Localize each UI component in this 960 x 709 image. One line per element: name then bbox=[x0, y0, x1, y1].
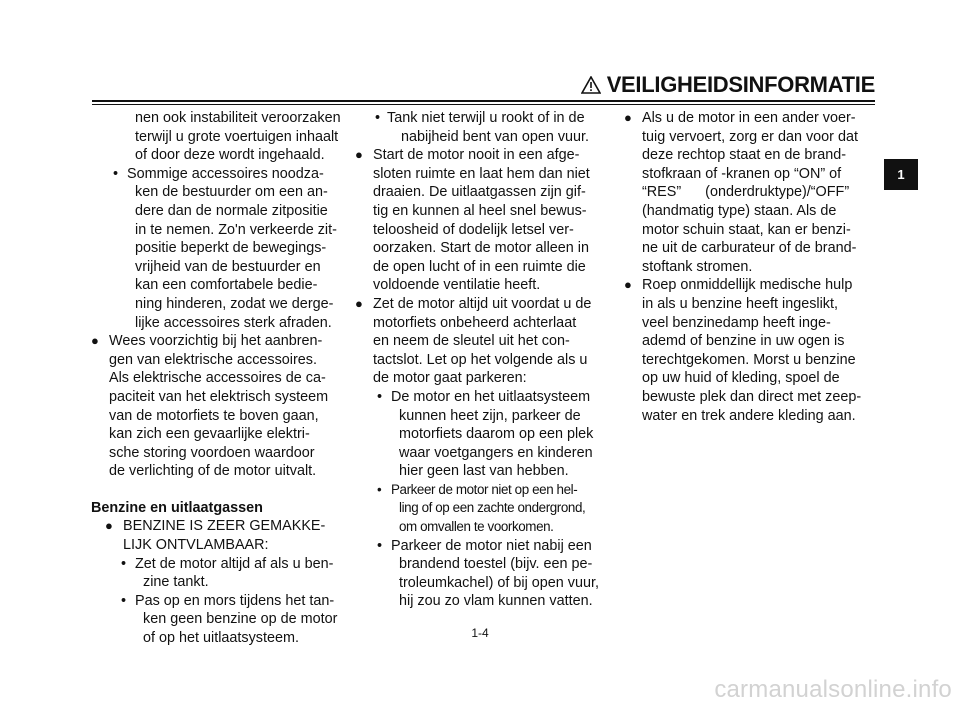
bullet-dot: • bbox=[377, 388, 383, 405]
page-title: VEILIGHEIDSINFORMATIE bbox=[606, 72, 875, 97]
chapter-tab: 1 bbox=[884, 159, 918, 190]
page-header bbox=[555, 72, 875, 98]
bullet-transport: ● Als u de motor in een ander voer- tuig vervoert, zorg er dan voor dat deze rechtop staat en de brand- stofkraan of -kranen op “ON” of “RES” (onderdruktype)/“OFF” (handmatig type) staan. Als de motor schuin staat, kan er benzi- ne uit de carburateur of de brand- stoftank stromen. bbox=[624, 110, 858, 275]
warning-icon bbox=[581, 76, 601, 94]
bullet-circle: ● bbox=[91, 333, 99, 349]
header-rule-thin bbox=[92, 104, 875, 105]
sub-bullet-hot-exhaust: • De motor en het uitlaatsysteem kunnen heet zijn, parkeer de motorfiets daarom op een plek waar voetgangers en kinderen hier geen last van hebben. bbox=[377, 388, 594, 480]
sub-bullet-no-smoking: • Tank niet terwijl u rookt of in de nabijheid bent van open vuur. bbox=[375, 110, 590, 145]
bullet-dot: • bbox=[113, 165, 119, 182]
bullet-dot: • bbox=[121, 592, 127, 609]
header-rule-thick bbox=[92, 100, 875, 102]
bullet-circle: ● bbox=[105, 518, 113, 534]
column-3 bbox=[624, 109, 872, 425]
watermark: carmanualsonline.info bbox=[714, 676, 952, 703]
bullet-dot: • bbox=[375, 110, 381, 126]
bullet-dot: • bbox=[377, 537, 383, 554]
bullet-medical-help: ● Roep onmiddellijk medische hulp in als u benzine heeft ingeslikt, veel benzinedamp heeft inge- ademd of benzine in uw ogen is terechtgekomen. Morst u benzine op uw huid of kleding, spoel de bewuste plek dan direct met zeep- water en trek andere kleding aan. bbox=[624, 277, 862, 424]
bullet-circle: ● bbox=[355, 147, 363, 163]
section-heading: Benzine en uitlaatgassen bbox=[91, 499, 263, 516]
bullet-circle: ● bbox=[355, 295, 363, 311]
continued-text: nen ook instabiliteit veroorzaken terwijl u grote voertuigen inhaalt of door deze wordt ingehaald. bbox=[135, 110, 341, 164]
sub-bullet-engine-off: • Zet de motor altijd af als u ben- zine tankt. bbox=[121, 555, 334, 591]
bullet-circle: ● bbox=[624, 277, 632, 293]
bullet-unattended: ● Zet de motor altijd uit voordat u de motorfiets onbeheerd achterlaat en neem de sleutel uit het con- tactslot. Let op het volgende als u de motor gaat parkeren: bbox=[355, 295, 592, 387]
bullet-dot: • bbox=[377, 481, 382, 497]
bullet-enclosed-space: ● Start de motor nooit in een afge- sloten ruimte en laat hem dan niet draaien. De uitlaatgassen zijn gif- tig en kunnen al heel snel bewus- teloosheid of dodelijk letsel ver- oorzaken. Start de motor alleen in de open lucht of in een ruimte die voldoende ventilatie heeft. bbox=[355, 147, 590, 294]
sub-bullet-accessories: • Sommige accessoires noodza- ken de bestuurder om een an- dere dan de normale zitpositie in te nemen. Zo'n verkeerde zit- positie beperkt de bewegings- vrijheid van de bestuurder en kan een comfortabele bedie- ning hinderen, zodat we derge- lijke accessoires sterk afraden. bbox=[113, 165, 337, 331]
sub-bullet-no-spill: • Pas op en mors tijdens het tan- ken geen benzine op de motor of op het uitlaatsysteem. bbox=[121, 592, 338, 647]
bullet-flammable: ● BENZINE IS ZEER GEMAKKE- LIJK ONTVLAMBAAR: bbox=[105, 518, 326, 554]
bullet-circle: ● bbox=[624, 110, 632, 125]
bullet-dot: • bbox=[121, 555, 127, 572]
sub-bullet-slope: • Parkeer de motor niet op een hel- ling of op een zachte ondergrond, om omvallen te voorkomen. bbox=[377, 481, 586, 535]
column-2 bbox=[355, 109, 605, 611]
column-1 bbox=[91, 109, 353, 648]
bullet-electrical: ● Wees voorzichtig bij het aanbren- gen van elektrische accessoires. Als elektrische accessoires de ca- paciteit van het elektrisch systeem van de motorfiets te boven gaan, kan zich een gevaarlijke elektri- sche storing voordoen waardoor de verlichting of de motor uitvalt. bbox=[91, 333, 329, 480]
page-number: 1-4 bbox=[471, 626, 489, 640]
sub-bullet-heater: • Parkeer de motor niet nabij een brandend toestel (bijv. een pe- troleumkachel) of bij open vuur, hij zou zo vlam kunnen vatten. bbox=[377, 537, 599, 610]
